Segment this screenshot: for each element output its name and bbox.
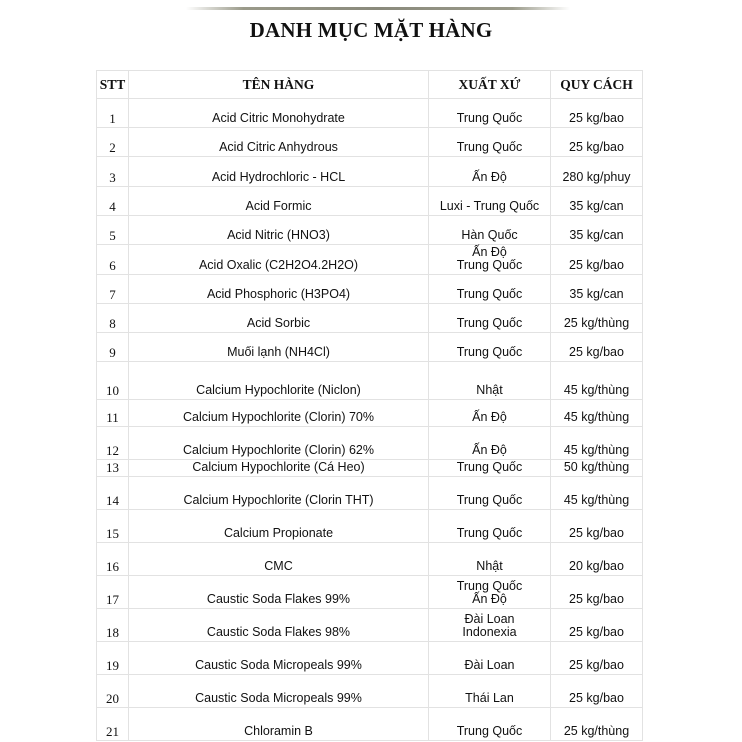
table-row <box>97 187 643 216</box>
row-origin: Trung Quốc <box>429 99 551 128</box>
row-stt: 11 <box>97 400 129 427</box>
table-row <box>97 609 643 642</box>
row-stt: 8 <box>97 304 129 333</box>
row-name: Caustic Soda Micropeals 99% <box>129 642 429 675</box>
row-name: Calcium Hypochlorite (Niclon) <box>129 362 429 400</box>
row-spec: 25 kg/bao <box>551 642 643 675</box>
row-origin: Nhật <box>429 362 551 400</box>
row-stt: 4 <box>97 187 129 216</box>
row-spec: 25 kg/bao <box>551 576 643 609</box>
row-stt: 19 <box>97 642 129 675</box>
row-stt: 14 <box>97 477 129 510</box>
row-spec: 35 kg/can <box>551 187 643 216</box>
row-origin: Trung Quốc <box>429 477 551 510</box>
row-spec: 35 kg/can <box>551 275 643 304</box>
header-name: TÊN HÀNG <box>129 71 429 99</box>
row-origin: Trung Quốc <box>429 275 551 304</box>
row-stt: 16 <box>97 543 129 576</box>
row-spec: 20 kg/bao <box>551 543 643 576</box>
row-origin: Luxi - Trung Quốc <box>429 187 551 216</box>
row-stt: 9 <box>97 333 129 362</box>
row-spec: 25 kg/bao <box>551 99 643 128</box>
table-row <box>97 99 643 128</box>
table-row <box>97 362 643 400</box>
table-row <box>97 157 643 187</box>
row-origin: Ấn Độ <box>429 157 551 187</box>
table-row <box>97 477 643 510</box>
row-origin: Ấn Độ Trung Quốc <box>429 245 551 275</box>
row-name: Acid Citric Monohydrate <box>129 99 429 128</box>
row-spec: 25 kg/thùng <box>551 708 643 741</box>
table-row <box>97 304 643 333</box>
row-origin: Ấn Độ <box>429 427 551 460</box>
row-name: Calcium Hypochlorite (Clorin) 62% <box>129 427 429 460</box>
row-origin: Trung Quốc <box>429 304 551 333</box>
table-row <box>97 642 643 675</box>
row-spec: 45 kg/thùng <box>551 427 643 460</box>
table-row <box>97 427 643 460</box>
row-stt: 21 <box>97 708 129 741</box>
table-row <box>97 708 643 741</box>
row-origin: Trung Quốc <box>429 510 551 543</box>
table-row <box>97 128 643 157</box>
row-name: Caustic Soda Flakes 98% <box>129 609 429 642</box>
row-name: CMC <box>129 543 429 576</box>
row-spec: 25 kg/bao <box>551 128 643 157</box>
row-stt: 13 <box>97 460 129 477</box>
row-name: Caustic Soda Flakes 99% <box>129 576 429 609</box>
row-origin: Trung Quốc <box>429 460 551 477</box>
table-body <box>97 99 643 741</box>
row-stt: 7 <box>97 275 129 304</box>
row-name: Calcium Hypochlorite (Cá Heo) <box>129 460 429 477</box>
row-origin: Đài Loan <box>429 642 551 675</box>
row-stt: 5 <box>97 216 129 245</box>
row-spec: 45 kg/thùng <box>551 477 643 510</box>
table-row <box>97 543 643 576</box>
row-stt: 2 <box>97 128 129 157</box>
row-spec: 25 kg/bao <box>551 675 643 708</box>
row-name: Acid Nitric (HNO3) <box>129 216 429 245</box>
table-row <box>97 400 643 427</box>
row-origin: Ấn Độ <box>429 400 551 427</box>
row-name: Calcium Propionate <box>129 510 429 543</box>
row-stt: 3 <box>97 157 129 187</box>
row-spec: 25 kg/bao <box>551 510 643 543</box>
row-spec: 25 kg/bao <box>551 333 643 362</box>
row-name: Acid Oxalic (C2H2O4.2H2O) <box>129 245 429 275</box>
table-row <box>97 333 643 362</box>
row-name: Acid Formic <box>129 187 429 216</box>
row-stt: 12 <box>97 427 129 460</box>
row-origin: Trung Quốc <box>429 128 551 157</box>
row-origin: Trung Quốc <box>429 708 551 741</box>
table-row <box>97 510 643 543</box>
table-header-row <box>97 71 643 99</box>
row-name: Acid Hydrochloric - HCL <box>129 157 429 187</box>
row-origin: Nhật <box>429 543 551 576</box>
header-origin: XUẤT XỨ <box>429 71 551 99</box>
table-row <box>97 675 643 708</box>
row-spec: 280 kg/phuy <box>551 157 643 187</box>
row-stt: 17 <box>97 576 129 609</box>
row-spec: 35 kg/can <box>551 216 643 245</box>
row-spec: 45 kg/thùng <box>551 400 643 427</box>
row-spec: 25 kg/bao <box>551 245 643 275</box>
page-title: DANH MỤC MẶT HÀNG <box>249 18 493 42</box>
product-table-container <box>96 70 642 741</box>
table-row <box>97 275 643 304</box>
row-spec: 45 kg/thùng <box>551 362 643 400</box>
table-row <box>97 576 643 609</box>
row-name: Acid Sorbic <box>129 304 429 333</box>
top-decorative-rule <box>186 7 570 10</box>
row-origin: Đài Loan Indonexia <box>429 609 551 642</box>
row-name: Caustic Soda Micropeals 99% <box>129 675 429 708</box>
row-stt: 15 <box>97 510 129 543</box>
row-name: Calcium Hypochlorite (Clorin) 70% <box>129 400 429 427</box>
row-stt: 10 <box>97 362 129 400</box>
table-row <box>97 245 643 275</box>
table-row <box>97 460 643 477</box>
row-stt: 20 <box>97 675 129 708</box>
row-origin: Thái Lan <box>429 675 551 708</box>
row-name: Acid Phosphoric (H3PO4) <box>129 275 429 304</box>
row-stt: 18 <box>97 609 129 642</box>
row-stt: 6 <box>97 245 129 275</box>
row-name: Calcium Hypochlorite (Clorin THT) <box>129 477 429 510</box>
row-name: Acid Citric Anhydrous <box>129 128 429 157</box>
row-spec: 25 kg/bao <box>551 609 643 642</box>
table-row <box>97 216 643 245</box>
row-name: Muối lạnh (NH4Cl) <box>129 333 429 362</box>
row-spec: 50 kg/thùng <box>551 460 643 477</box>
header-spec: QUY CÁCH <box>551 71 643 99</box>
row-origin: Trung Quốc Ấn Độ <box>429 576 551 609</box>
row-origin: Trung Quốc <box>429 333 551 362</box>
product-table <box>96 70 643 741</box>
row-spec: 25 kg/thùng <box>551 304 643 333</box>
header-stt: STT <box>97 71 129 99</box>
row-stt: 1 <box>97 99 129 128</box>
row-name: Chloramin B <box>129 708 429 741</box>
row-origin: Hàn Quốc <box>429 216 551 245</box>
